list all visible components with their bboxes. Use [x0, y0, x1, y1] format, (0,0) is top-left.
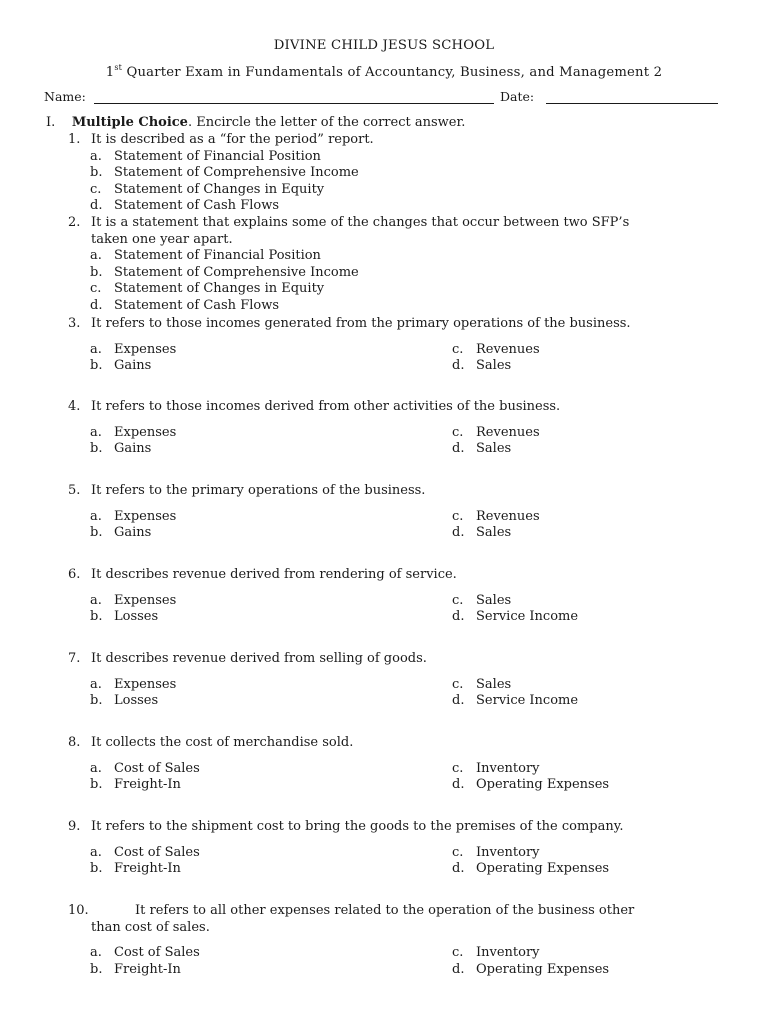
option-letter: b. — [90, 861, 103, 877]
option-letter: d. — [452, 861, 465, 877]
option-text: Statement of Cash Flows — [114, 298, 279, 313]
option-letter: c. — [90, 181, 102, 197]
question-number: 1. — [68, 132, 81, 147]
option-text: Inventory — [476, 760, 540, 776]
exam-number: 1 — [105, 65, 115, 80]
question-text: It describes revenue derived from rendering of service. — [91, 567, 457, 582]
option-letter: c. — [452, 844, 464, 860]
option-letter: c. — [452, 760, 464, 776]
option-text: Expenses — [114, 508, 177, 524]
name-field[interactable] — [94, 89, 494, 104]
option-letter: a. — [90, 945, 102, 961]
option-letter: d. — [90, 298, 103, 313]
option-text: Gains — [114, 525, 152, 541]
option-letter: a. — [90, 592, 102, 608]
option-letter: a. — [90, 148, 102, 164]
option-text: Cost of Sales — [114, 844, 200, 860]
option-text: Statement of Comprehensive Income — [114, 264, 359, 280]
option-text: Expenses — [114, 592, 177, 608]
option-letter: c. — [452, 424, 464, 440]
name-date-row — [44, 89, 724, 107]
question-text: taken one year apart. — [91, 231, 233, 247]
option-letter: b. — [90, 777, 103, 793]
option-letter: b. — [90, 165, 103, 181]
option-letter: b. — [90, 693, 103, 709]
option-text: Statement of Cash Flows — [114, 198, 279, 214]
school-title: DIVINE CHILD JESUS SCHOOL — [273, 38, 495, 53]
question-number: 2. — [68, 215, 81, 230]
question-text: It describes revenue derived from selling of goods. — [91, 651, 427, 666]
section-title: Multiple Choice — [71, 115, 188, 130]
option-text: Operating Expenses — [476, 961, 610, 977]
option-letter: d. — [452, 609, 465, 625]
question-text: It is described as a “for the period” report. — [91, 132, 374, 147]
option-text: Losses — [114, 609, 159, 625]
option-letter: c. — [452, 945, 464, 961]
option-letter: b. — [90, 609, 103, 625]
option-text: Statement of Changes in Equity — [114, 181, 325, 197]
option-text: Statement of Comprehensive Income — [114, 165, 359, 181]
option-text: Expenses — [114, 424, 177, 440]
option-text: Sales — [476, 358, 512, 374]
option-letter: d. — [452, 777, 465, 793]
question-text: than cost of sales. — [91, 919, 210, 935]
option-letter: b. — [90, 441, 103, 457]
question-number: 6. — [68, 567, 81, 582]
option-text: Operating Expenses — [476, 777, 610, 793]
question-number: 10. — [68, 903, 89, 918]
option-text: Inventory — [476, 844, 540, 860]
name-label: Name: — [44, 89, 86, 104]
question-number: 7. — [68, 651, 81, 666]
option-text: Operating Expenses — [476, 861, 610, 877]
question-number: 5. — [68, 483, 81, 498]
question-text: It refers to all other expenses related to the operation of the business other — [135, 903, 635, 918]
option-text: Revenues — [476, 508, 540, 524]
section-number: I. — [46, 115, 56, 130]
option-letter: a. — [90, 248, 102, 264]
option-letter: a. — [90, 508, 102, 524]
option-text: Expenses — [114, 676, 177, 692]
option-letter: a. — [90, 424, 102, 440]
exam-title — [0, 63, 768, 80]
question-text: It is a statement that explains some of the changes that occur between two SFP’s — [91, 215, 630, 230]
option-letter: c. — [452, 508, 464, 524]
option-letter: a. — [90, 676, 102, 692]
option-letter: d. — [90, 198, 103, 214]
section-instruction: . Encircle the letter of the correct answer. — [187, 115, 466, 130]
option-letter: c. — [452, 676, 464, 692]
option-text: Losses — [114, 693, 159, 709]
date-label: Date: — [500, 89, 535, 104]
option-letter: a. — [90, 341, 102, 357]
option-text: Freight-In — [114, 861, 181, 877]
option-letter: b. — [90, 961, 103, 977]
option-letter: b. — [90, 358, 103, 374]
option-text: Revenues — [476, 341, 540, 357]
option-letter: a. — [90, 760, 102, 776]
option-text: Statement of Changes in Equity — [114, 281, 325, 297]
option-text: Gains — [114, 441, 152, 457]
option-letter: d. — [452, 441, 465, 457]
option-letter: c. — [452, 592, 464, 608]
option-text: Statement of Financial Position — [114, 248, 321, 264]
option-text: Sales — [476, 592, 512, 608]
option-text: Sales — [476, 676, 512, 692]
question-text: It collects the cost of merchandise sold. — [91, 735, 354, 750]
option-letter: d. — [452, 358, 465, 374]
option-text: Service Income — [476, 609, 579, 625]
option-text: Statement of Financial Position — [114, 148, 321, 164]
question-text: It refers to those incomes generated from the primary operations of the business. — [91, 316, 631, 331]
question-text: It refers to the primary operations of the business. — [91, 483, 426, 498]
question-text: It refers to the shipment cost to bring the goods to the premises of the company. — [91, 819, 624, 834]
option-text: Cost of Sales — [114, 945, 200, 961]
option-letter: d. — [452, 693, 465, 709]
option-letter: b. — [90, 264, 103, 280]
option-text: Sales — [476, 441, 512, 457]
option-text: Revenues — [476, 424, 540, 440]
exam-number-suffix: st — [114, 63, 123, 72]
option-text: Service Income — [476, 693, 579, 709]
option-text: Expenses — [114, 341, 177, 357]
section-heading — [46, 115, 465, 130]
question-number: 9. — [68, 819, 81, 834]
option-text: Inventory — [476, 945, 540, 961]
option-letter: b. — [90, 525, 103, 541]
option-text: Freight-In — [114, 777, 181, 793]
question-text: It refers to those incomes derived from other activities of the business. — [91, 399, 561, 414]
option-text: Cost of Sales — [114, 760, 200, 776]
option-letter: d. — [452, 525, 465, 541]
option-text: Gains — [114, 358, 152, 374]
option-letter: a. — [90, 844, 102, 860]
option-letter: d. — [452, 961, 465, 977]
option-letter: c. — [90, 281, 102, 297]
question-number: 3. — [68, 316, 81, 331]
exam-title-text: Quarter Exam in Fundamentals of Accountancy, Business, and Management 2 — [122, 65, 663, 80]
option-text: Freight-In — [114, 961, 181, 977]
option-text: Sales — [476, 525, 512, 541]
question-number: 4. — [68, 399, 81, 414]
question-number: 8. — [68, 735, 81, 750]
option-letter: c. — [452, 341, 464, 357]
date-field[interactable] — [546, 89, 718, 104]
